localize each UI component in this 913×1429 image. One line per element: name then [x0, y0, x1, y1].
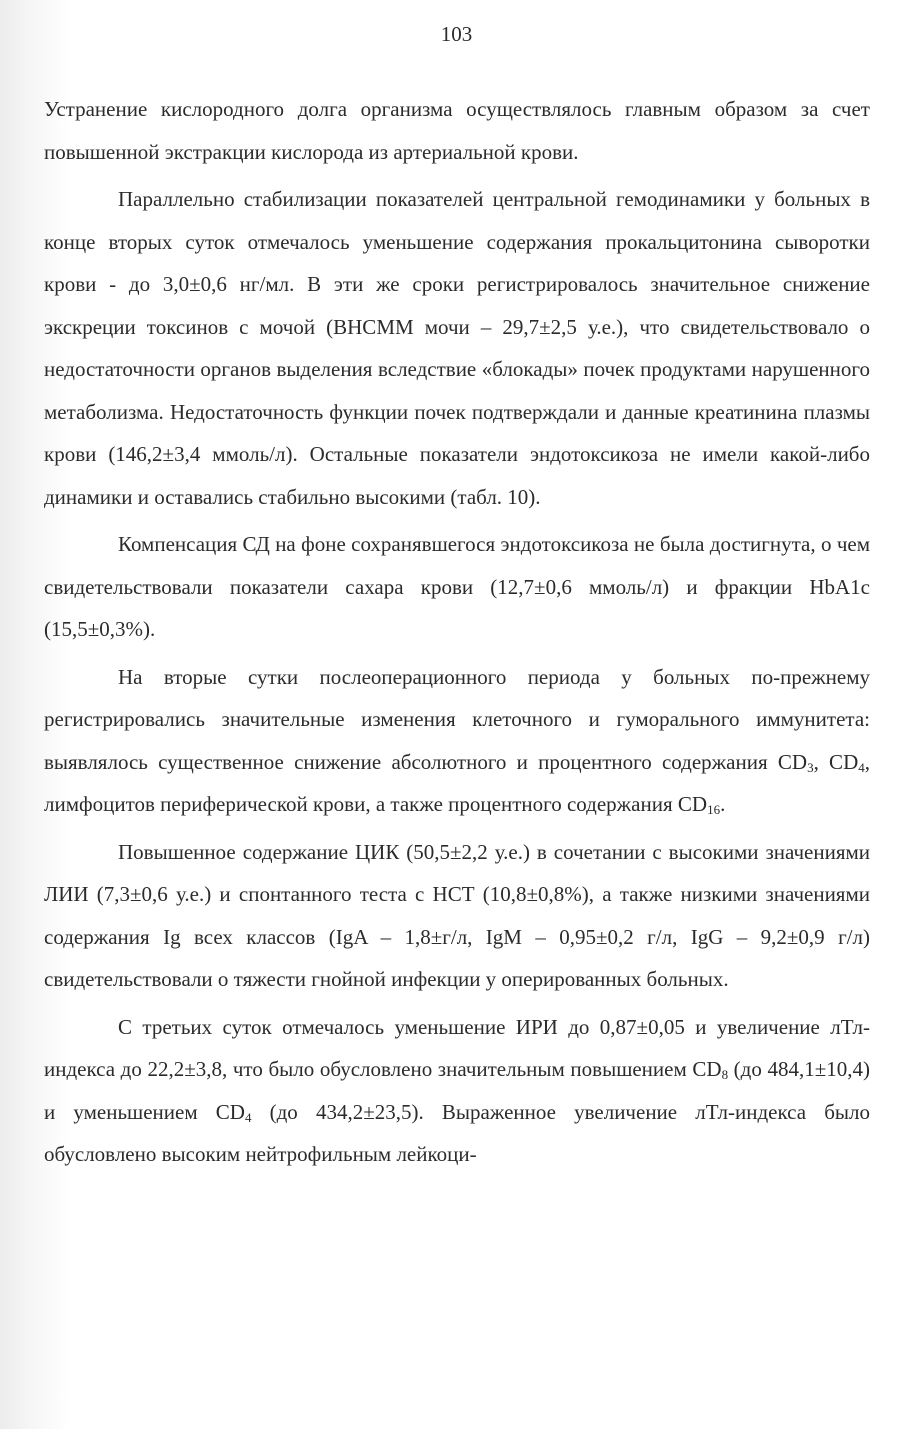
- paragraph-text-segment: (до 484,1±10,4) и уменьшением CD: [44, 1057, 870, 1124]
- paragraph-cic-infection: Повышенное содержание ЦИК (50,5±2,2 у.е.) в сочетании с высокими значениями ЛИИ (7,3±0,6 у.е.) и спонтанного теста с НСТ (10,8±0,8%), а также низкими значениями содержания Ig всех классов (IgA – 1,8±г/л, IgM – 0,95±0,2 г/л, IgG – 9,2±0,9 г/л) свидетельствовали о тяжести гнойной инфекции у оперированных больных.: [44, 839, 870, 991]
- paragraph-oxygen-debt: Устранение кислородного долга организма осуществлялось главным образом за счет повышенной экстракции кислорода из артериальной крови.: [44, 97, 870, 164]
- paragraph-text-segment: С третьих суток отмечалось уменьшение ИРИ до 0,87±0,05 и увеличение лТл-индекса до 22,2±3,8, что было обусловлено значительным повышением CD: [44, 1014, 870, 1081]
- paragraph-text-segment: , лимфоцитов периферической крови, а также процентного содержания CD: [44, 749, 870, 816]
- paragraph-diabetes-compensation: Компенсация СД на фоне сохранявшегося эндотоксикоза не была достигнута, о чем свидетельствовали показатели сахара крови (12,7±0,6 ммоль/л) и фракции HbA1c (15,5±0,3%).: [44, 532, 870, 641]
- subscript: 3: [807, 759, 814, 775]
- subscript: 4: [858, 759, 865, 775]
- paragraph-text-segment: (до 434,2±23,5). Выраженное увеличение лТл-индекса было обусловлено высоким нейтрофильным лейкоци-: [44, 1099, 870, 1166]
- paragraph-text-segment: , CD: [813, 749, 859, 774]
- paragraph-text-segment: На вторые сутки послеоперационного периода у больных по-прежнему регистрировались значительные изменения клеточного и гуморального иммунитета: выявлялось существенное снижение абсолютного и процентного содержания CD: [44, 664, 870, 774]
- page-number: 103: [440, 22, 473, 46]
- paragraph-immunity: [44, 656, 870, 826]
- paragraph-third-day: [44, 1006, 870, 1176]
- paragraph-hemodynamics: Параллельно стабилизации показателей центральной гемодинамики у больных в конце вторых суток отмечалось уменьшение содержания прокальцитонина сыворотки крови - до 3,0±0,6 нг/мл. В эти же сроки регистрировалось значительное снижение экскреции токсинов с мочой (ВНСММ мочи – 29,7±2,5 у.е.), что свидетельствовало о недостаточности органов выделения вследствие «блокады» почек продуктами нарушенного метаболизма. Недостаточность функции почек подтверждали и данные креатинина плазмы крови (146,2±3,4 ммоль/л). Остальные показатели эндотоксикоза не имели какой-либо динамики и оставались стабильно высокими (табл. 10).: [44, 187, 870, 509]
- subscript: 16: [707, 802, 721, 817]
- subscript: 8: [721, 1067, 729, 1082]
- subscript: 4: [244, 1109, 252, 1125]
- document-body: [44, 88, 870, 1181]
- paragraph-text-segment: .: [720, 792, 726, 816]
